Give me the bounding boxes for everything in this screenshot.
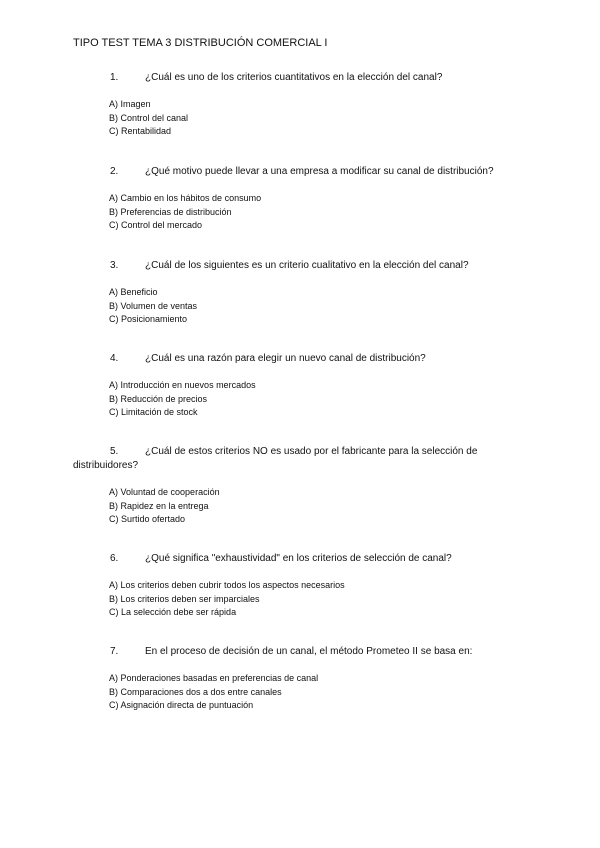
question-7 [0, 645, 600, 710]
option-a: A) Imagen [109, 99, 151, 109]
question-text: ¿Cuál es uno de los criterios cuantitativos en la elección del canal? [145, 72, 443, 83]
question-number: 6. [110, 553, 119, 564]
question-text: ¿Qué significa "exhaustividad" en los criterios de selección de canal? [145, 553, 452, 564]
question-number: 5. [110, 446, 119, 457]
question-text: ¿Cuál de estos criterios NO es usado por el fabricante para la selección de distribuidores? [73, 446, 478, 471]
question-2 [0, 165, 600, 230]
question-text: ¿Cuál es una razón para elegir un nuevo canal de distribución? [145, 353, 426, 364]
question-number: 7. [110, 646, 119, 657]
option-c: C) Rentabilidad [109, 126, 172, 136]
option-c: C) Surtido ofertado [109, 514, 186, 524]
option-b: B) Rapidez en la entrega [109, 500, 209, 511]
option-c: C) Control del mercado [109, 220, 203, 230]
question-4 [0, 352, 600, 417]
option-a: A) Ponderaciones basadas en preferencias de canal [109, 673, 319, 683]
option-b: B) Preferencias de distribución [109, 206, 232, 217]
option-b: B) Comparaciones dos a dos entre canales [109, 686, 282, 697]
option-a: A) Cambio en los hábitos de consumo [109, 193, 262, 203]
option-a: A) Voluntad de cooperación [109, 487, 220, 497]
option-b: B) Volumen de ventas [109, 300, 198, 311]
question-1 [0, 71, 600, 136]
document-title: TIPO TEST TEMA 3 DISTRIBUCIÓN COMERCIAL I [73, 37, 328, 49]
option-c: C) Limitación de stock [109, 407, 198, 417]
option-b: B) Reducción de precios [109, 393, 208, 404]
option-a: A) Introducción en nuevos mercados [109, 380, 256, 390]
option-c: C) Posicionamiento [109, 314, 188, 324]
option-c: C) La selección debe ser rápida [109, 607, 237, 617]
question-text: En el proceso de decisión de un canal, el método Prometeo II se basa en: [145, 646, 473, 657]
question-text: ¿Cuál de los siguientes es un criterio cualitativo en la elección del canal? [145, 260, 469, 271]
question-6 [0, 552, 600, 617]
option-b: B) Los criterios deben ser imparciales [109, 593, 260, 604]
option-a: A) Los criterios deben cubrir todos los aspectos necesarios [109, 580, 345, 590]
question-3 [0, 259, 600, 324]
question-number: 1. [110, 72, 119, 83]
option-b: B) Control del canal [109, 112, 189, 123]
option-a: A) Beneficio [109, 287, 158, 297]
question-number: 4. [110, 353, 119, 364]
question-text: ¿Qué motivo puede llevar a una empresa a modificar su canal de distribución? [145, 166, 494, 177]
option-c: C) Asignación directa de puntuación [109, 700, 254, 710]
question-number: 2. [110, 166, 119, 177]
question-number: 3. [110, 260, 119, 271]
